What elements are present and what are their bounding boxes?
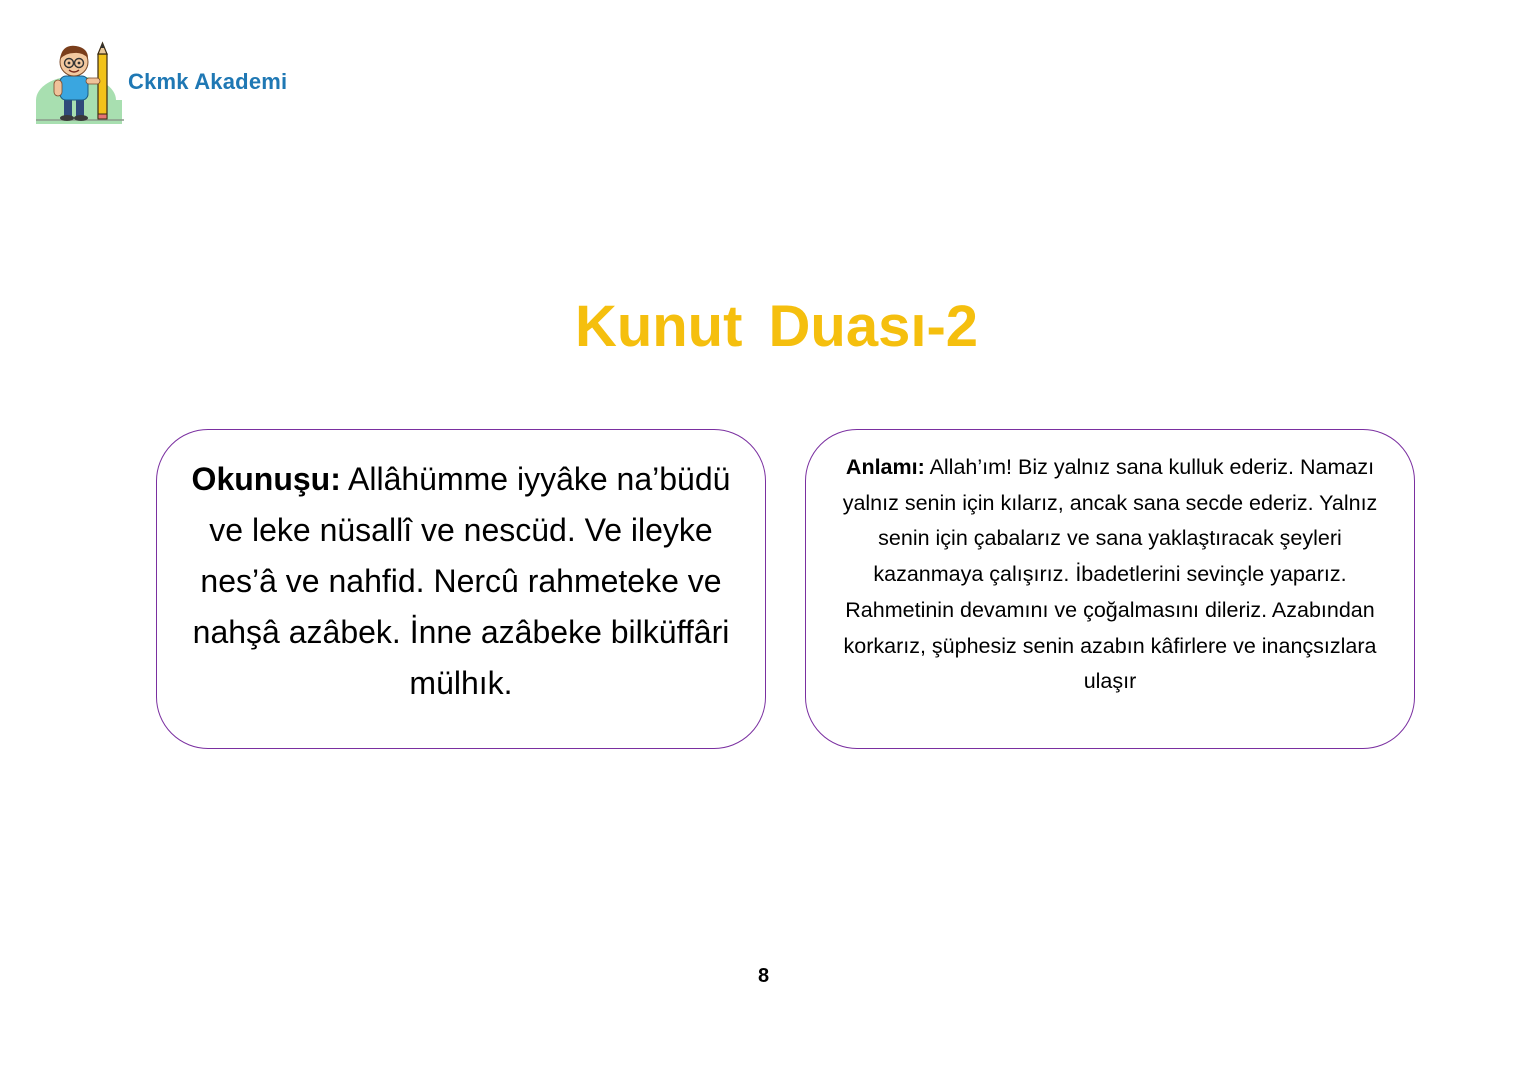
meaning-text: Allah’ım! Biz yalnız sana kulluk ederiz. Namazı yalnız senin için kılarız, ancak sana secde ederiz. Yalnız senin için çabalarız ve sana yaklaştıracak şeyleri kazanmaya çalışırız. İbadetlerini sevinçle yaparız. Rahmetinin devamını ve çoğalmasını dileriz. Azabından korkarız, şüphesiz senin azabın kâfirlere ve inançsızlara ulaşır xyxy=(842,455,1378,694)
brand-name: Ckmk Akademi xyxy=(128,69,288,94)
reading-label: Okunuşu: xyxy=(191,461,341,497)
reading-card xyxy=(156,429,766,749)
meaning-label: Anlamı: xyxy=(845,455,925,479)
boy-with-pencil-logo xyxy=(36,40,126,124)
meaning-card xyxy=(805,429,1415,749)
brand-header xyxy=(36,40,287,124)
page-title: Kunut Duası-2 xyxy=(574,294,979,359)
reading-text: Allâhümme iyyâke na’büdü ve leke nüsallî ve nescüd. Ve ileyke nes’â ve nahfid. Nercû rahmeteke ve nahşâ azâbek. İnne azâbeke bilküffâri mülhık. xyxy=(192,461,731,701)
page-number: 8 xyxy=(757,965,770,987)
